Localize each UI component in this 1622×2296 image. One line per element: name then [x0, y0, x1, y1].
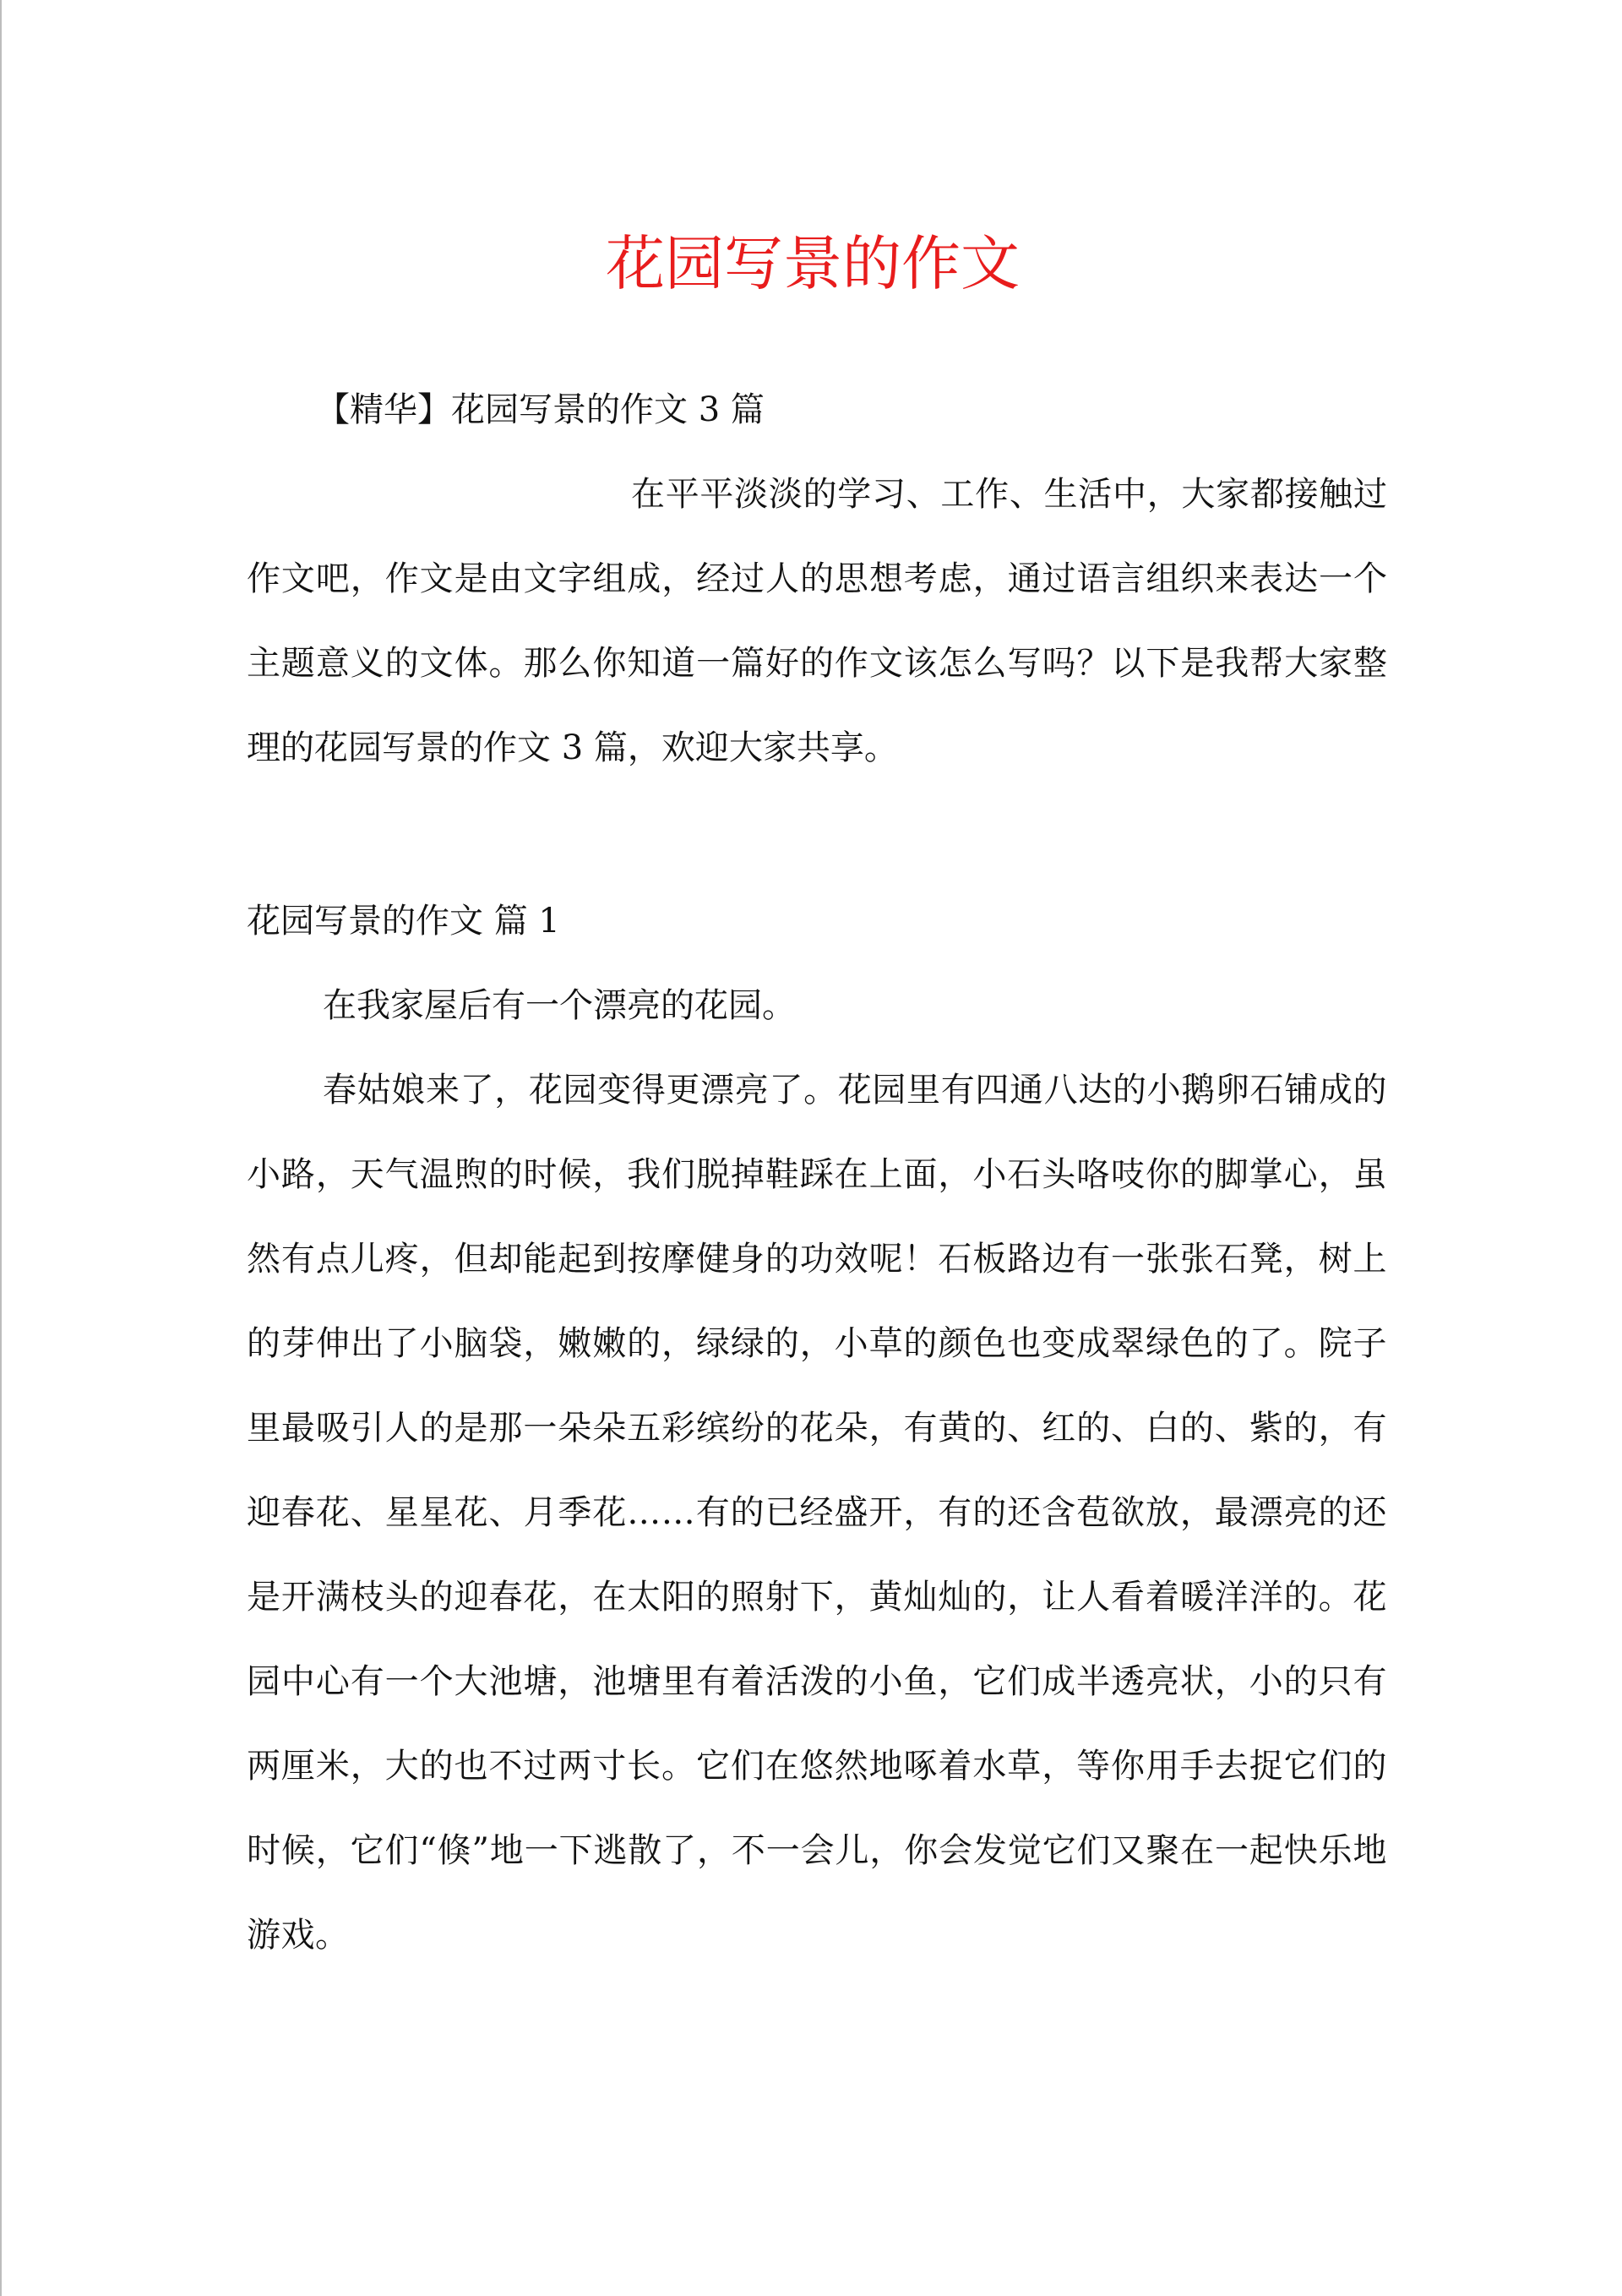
body-paragraph: 在我家屋后有一个漂亮的花园。 [323, 986, 796, 1025]
document-title: 花园写景的作文 [606, 229, 1020, 298]
section-heading: 花园写景的作文 篇 1 [247, 902, 560, 941]
document-subtitle: 【精华】花园写景的作文 3 篇 [316, 390, 765, 429]
body-paragraph: 春姑娘来了，花园变得更漂亮了。花园里有四通八达的小鹅卵石铺成的小路，天气温煦的时候，我们脱掉鞋踩在上面，小石头咯吱你的脚掌心，虽然有点儿疼，但却能起到按摩健身的功效呢！石板路边有一张张石凳，树上的芽伸出了小脑袋，嫩嫩的，绿绿的，小草的颜色也变成翠绿色的了。院子里最吸引人的是那一朵朵五彩缤纷的花朵，有黄的、红的、白的、紫的，有迎春花、星星花、月季花……有的已经盛开，有的还含苞欲放，最漂亮的还是开满枝头的迎春花，在太阳的照射下，黄灿灿的，让人看着暖洋洋的。花园中心有一个大池塘，池塘里有着活泼的小鱼，它们成半透亮状，小的只有两厘米，大的也不过两寸长。它们在悠然地啄着水草，等你用手去捉它们的时候，它们“倏”地一下逃散了，不一会儿，你会发觉它们又聚在一起快乐地游戏。 [247, 1071, 1387, 1955]
intro-paragraph: 在平平淡淡的学习、工作、生活中，大家都接触过作文吧，作文是由文字组成，经过人的思想考虑，通过语言组织来表达一个主题意义的文体。那么你知道一篇好的作文该怎么写吗？以下是我帮大家整理的花园写景的作文 3 篇，欢迎大家共享。 [247, 475, 1387, 767]
